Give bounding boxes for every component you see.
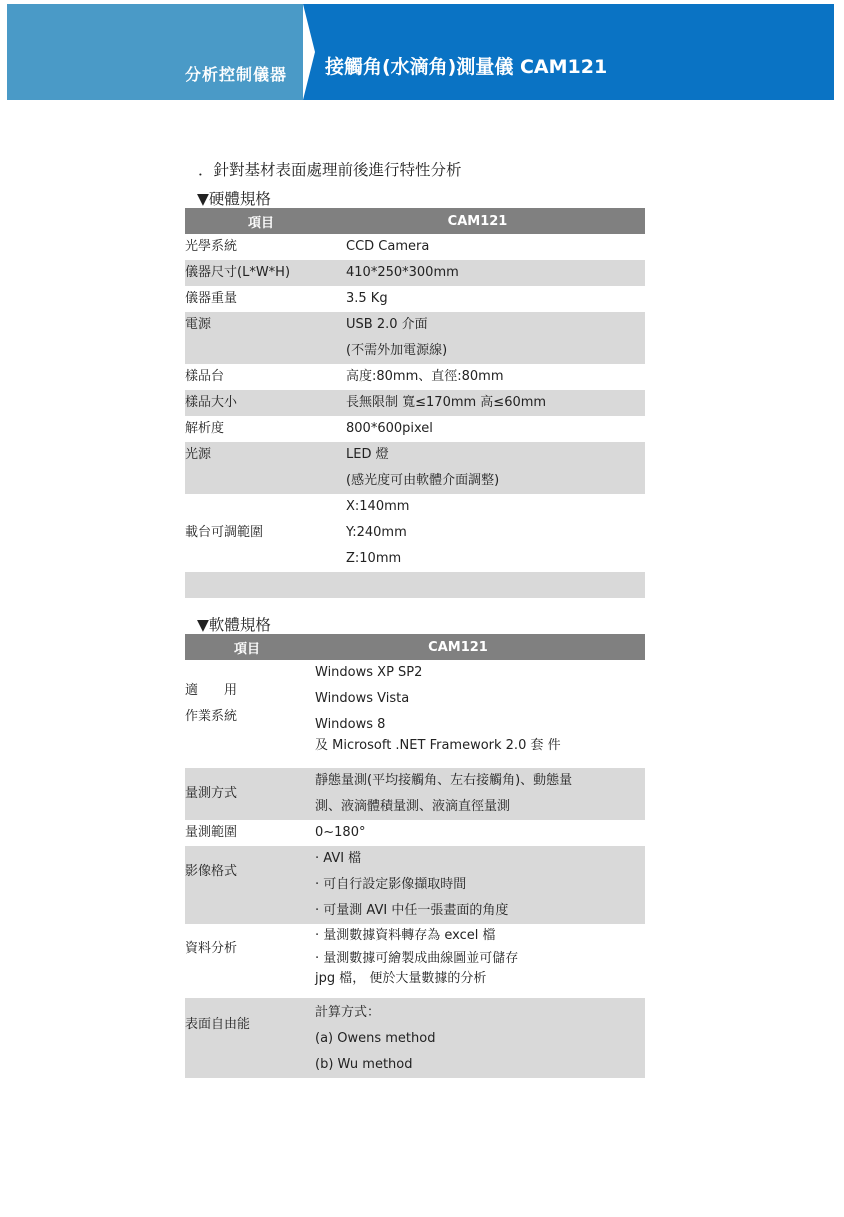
column-header-item: 項目	[185, 208, 346, 234]
table-row	[185, 998, 645, 1078]
row-label: 量測方式	[185, 786, 238, 801]
row-value: Windows 8	[315, 717, 386, 732]
page-title: 接觸角(水滴角)測量儀 CAM121	[325, 56, 608, 78]
row-value: 長無限制 寬≤170mm 高≤60mm	[346, 395, 547, 410]
row-label: 電源	[185, 317, 212, 332]
row-value: ‧ 可量測 AVI 中任一張畫面的角度	[315, 903, 509, 918]
row-value: 計算方式：	[315, 1005, 381, 1020]
row-value: Windows XP SP2	[315, 665, 423, 680]
table-row	[185, 768, 645, 820]
table-row	[185, 820, 645, 846]
row-value: Y:240mm	[346, 525, 407, 540]
row-value: ‧ AVI 檔	[315, 851, 362, 866]
row-value: ‧ 量測數據資料轉存為 excel 檔	[315, 928, 496, 943]
table-row	[185, 494, 645, 572]
table-row	[185, 846, 645, 924]
table-row	[185, 286, 645, 312]
table-row	[185, 660, 645, 768]
row-value: Z:10mm	[346, 551, 402, 566]
software-heading: ▼軟體規格	[197, 616, 271, 634]
column-header-model: CAM121	[346, 208, 645, 234]
row-label: 儀器重量	[185, 291, 238, 306]
row-label: 載台可調範圍	[185, 525, 264, 540]
row-value: 及 Microsoft .NET Framework 2.0 套 件	[315, 738, 561, 753]
intro-text: ．針對基材表面處理前後進行特性分析	[198, 161, 462, 179]
row-label-second-line: 作業系統	[185, 709, 238, 724]
table-row	[185, 260, 645, 286]
row-label: 解析度	[185, 421, 225, 436]
row-value: Windows Vista	[315, 691, 410, 706]
row-value: (a) Owens method	[315, 1031, 436, 1046]
table-row	[185, 924, 645, 998]
row-value: (感光度可由軟體介面調整)	[346, 473, 500, 488]
row-value: 高度:80mm、直徑:80mm	[346, 369, 504, 384]
row-value: 0~180°	[315, 825, 366, 840]
row-value: X:140mm	[346, 499, 410, 514]
table-row	[185, 312, 645, 364]
category-label: 分析控制儀器	[185, 65, 288, 84]
row-label: 量測範圍	[185, 825, 238, 840]
row-value: ‧ 可自行設定影像擷取時間	[315, 877, 467, 892]
column-header-item: 項目	[185, 634, 315, 660]
row-label: 適 用	[185, 683, 238, 698]
row-value: jpg 檔， 便於大量數據的分析	[315, 971, 487, 986]
row-label: 儀器尺寸(L*W*H)	[185, 265, 291, 280]
row-value: ‧ 量測數據可繪製成曲線圖並可儲存	[315, 951, 519, 966]
row-value: (b) Wu method	[315, 1057, 413, 1072]
table-row	[185, 390, 645, 416]
row-value: 靜態量測(平均接觸角、左右接觸角)、動態量	[315, 773, 573, 788]
banner-left-panel	[7, 4, 303, 100]
row-value: USB 2.0 介面	[346, 317, 428, 332]
table-header	[185, 208, 645, 234]
row-label: 光源	[185, 447, 212, 462]
row-value: 測、液滴體積量測、液滴直徑量測	[315, 799, 511, 814]
row-value: 410*250*300mm	[346, 265, 459, 280]
hardware-spec-table	[185, 208, 645, 598]
table-header	[185, 634, 645, 660]
row-label: 樣品大小	[185, 395, 238, 410]
table-row	[185, 234, 645, 260]
column-header-model: CAM121	[315, 634, 645, 660]
table-footer-row	[185, 572, 645, 598]
row-label: 表面自由能	[185, 1017, 251, 1032]
row-label: 影像格式	[185, 864, 238, 879]
row-value: LED 燈	[346, 447, 389, 462]
hardware-heading: ▼硬體規格	[197, 190, 271, 208]
table-row	[185, 364, 645, 390]
row-value: (不需外加電源線)	[346, 343, 448, 358]
header-banner	[7, 4, 834, 100]
row-label: 樣品台	[185, 369, 225, 384]
table-row	[185, 416, 645, 442]
software-spec-table	[185, 634, 645, 1078]
row-value: 800*600pixel	[346, 421, 433, 436]
row-label: 資料分析	[185, 941, 238, 956]
row-value: CCD Camera	[346, 239, 430, 254]
row-value: 3.5 Kg	[346, 291, 388, 306]
table-row	[185, 442, 645, 494]
row-label: 光學系統	[185, 239, 238, 254]
